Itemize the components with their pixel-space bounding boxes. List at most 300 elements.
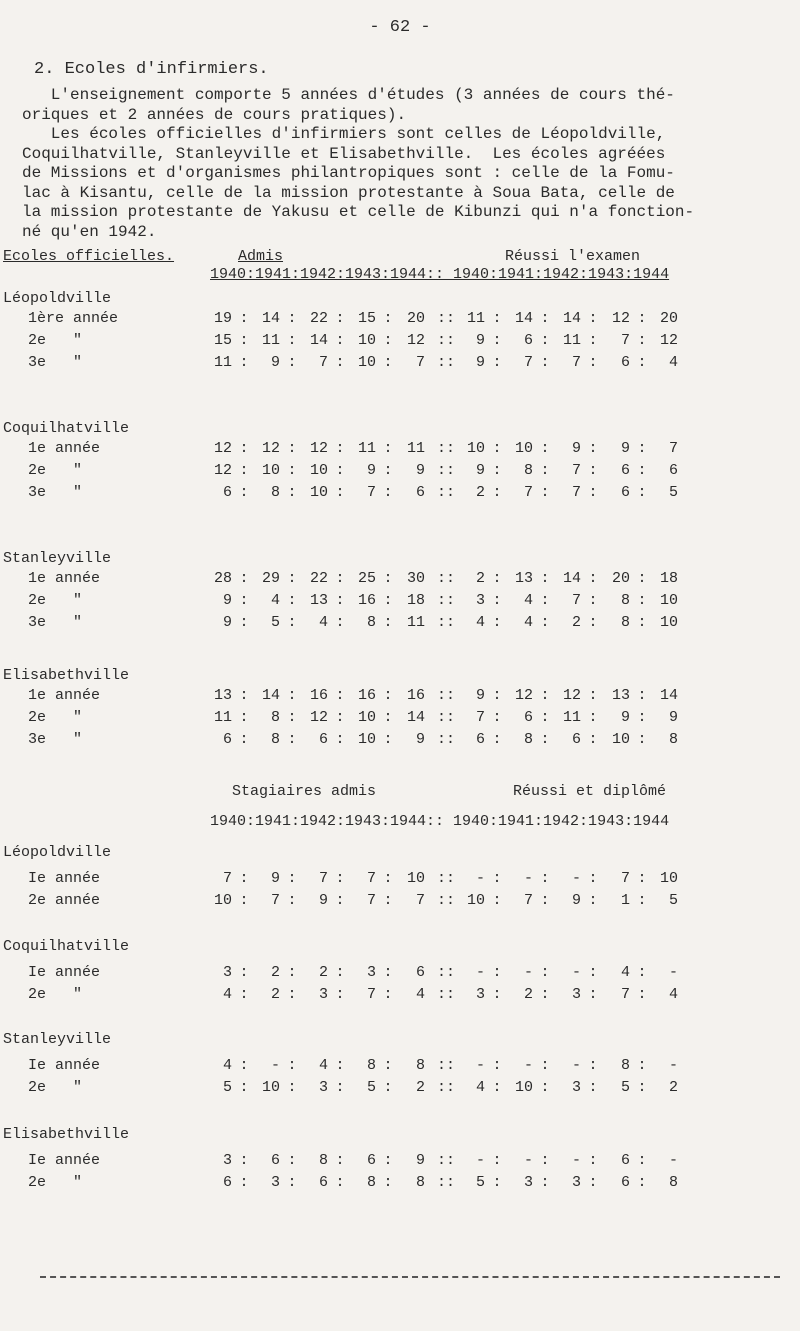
paragraph-line: L'enseignement comporte 5 années d'études (3 années de cours thé- <box>22 86 675 104</box>
table-cell: 7 <box>571 484 581 501</box>
table-cell: 4 <box>222 1057 232 1074</box>
row-label: 2e " <box>28 332 83 349</box>
table-cell: 4 <box>222 986 232 1003</box>
column-separator: : <box>637 1174 647 1191</box>
column-separator: :: <box>437 1057 456 1074</box>
paragraph-line: de Missions et d'organismes philantropiques sont : celle de la Fomu- <box>22 164 675 182</box>
table-row <box>0 440 790 460</box>
column-separator: : <box>335 592 345 609</box>
table-cell: 22 <box>309 310 328 327</box>
column-separator: : <box>239 709 249 726</box>
column-separator: : <box>492 1079 502 1096</box>
column-separator: : <box>588 892 598 909</box>
column-separator: : <box>383 354 393 371</box>
column-separator: : <box>335 731 345 748</box>
table-cell: 7 <box>523 484 533 501</box>
table-cell: 4 <box>475 614 485 631</box>
column-separator: : <box>637 592 647 609</box>
table-cell: 10 <box>659 614 678 631</box>
table-row <box>0 592 790 612</box>
column-separator: : <box>637 570 647 587</box>
table-cell: 6 <box>222 731 232 748</box>
column-separator: : <box>383 614 393 631</box>
column-separator: : <box>335 570 345 587</box>
table-cell: 8 <box>523 731 533 748</box>
column-separator: : <box>637 1057 647 1074</box>
column-separator: : <box>588 570 598 587</box>
table-cell: 15 <box>357 310 376 327</box>
table-cell: 20 <box>406 310 425 327</box>
table-cell: 20 <box>611 570 630 587</box>
table-cell: 10 <box>309 484 328 501</box>
table-cell: 9 <box>222 592 232 609</box>
column-separator: : <box>588 687 598 704</box>
column-separator: : <box>383 964 393 981</box>
column-separator: : <box>637 986 647 1003</box>
table-cell: - <box>270 1057 280 1074</box>
column-separator: : <box>287 1174 297 1191</box>
column-separator: : <box>335 1174 345 1191</box>
column-separator: : <box>287 687 297 704</box>
column-separator: : <box>239 1079 249 1096</box>
table-cell: 14 <box>562 310 581 327</box>
table-cell: 10 <box>659 870 678 887</box>
table-cell: 1 <box>620 892 630 909</box>
table-cell: 7 <box>222 870 232 887</box>
paragraph-line: né qu'en 1942. <box>22 222 157 241</box>
table-cell: 2 <box>475 484 485 501</box>
table-cell: - <box>523 1057 533 1074</box>
column-separator: : <box>383 440 393 457</box>
column-separator: : <box>637 870 647 887</box>
table-row <box>0 332 790 352</box>
column-separator: : <box>287 570 297 587</box>
city-heading: Elisabethville <box>3 667 130 684</box>
column-separator: : <box>335 1079 345 1096</box>
row-label: 2e " <box>28 1079 83 1096</box>
column-separator: : <box>383 892 393 909</box>
column-separator: : <box>383 570 393 587</box>
table-cell: 18 <box>659 570 678 587</box>
column-separator: :: <box>437 731 456 748</box>
column-separator: : <box>287 1079 297 1096</box>
table-cell: 13 <box>514 570 533 587</box>
table-cell: 14 <box>309 332 328 349</box>
table-cell: 20 <box>659 310 678 327</box>
table-cell: 6 <box>620 1174 630 1191</box>
column-separator: : <box>287 484 297 501</box>
table-cell: 4 <box>668 986 678 1003</box>
table-cell: 7 <box>571 354 581 371</box>
column-separator: : <box>492 1152 502 1169</box>
table-cell: - <box>571 870 581 887</box>
column-separator: : <box>287 462 297 479</box>
table-cell: 14 <box>261 687 280 704</box>
table-row <box>0 1057 790 1077</box>
table-cell: 2 <box>475 570 485 587</box>
table-cell: 9 <box>571 440 581 457</box>
table-cell: 10 <box>357 354 376 371</box>
column-separator: : <box>540 986 550 1003</box>
column-separator: : <box>335 310 345 327</box>
column-separator: : <box>335 709 345 726</box>
column-separator: :: <box>437 332 456 349</box>
table-cell: 4 <box>475 1079 485 1096</box>
table-cell: 12 <box>309 709 328 726</box>
row-label: 1e année <box>28 440 101 457</box>
column-separator: : <box>492 986 502 1003</box>
table-cell: - <box>523 1152 533 1169</box>
column-separator: : <box>540 731 550 748</box>
table-cell: 7 <box>366 484 376 501</box>
table-cell: 4 <box>270 592 280 609</box>
table-cell: 10 <box>466 892 485 909</box>
column-separator: : <box>239 570 249 587</box>
row-label: 2e " <box>28 986 83 1003</box>
table-cell: 3 <box>475 986 485 1003</box>
table-cell: 16 <box>309 687 328 704</box>
column-separator: : <box>588 964 598 981</box>
row-label: 2e " <box>28 462 83 479</box>
table-cell: 2 <box>318 964 328 981</box>
table-cell: 2 <box>523 986 533 1003</box>
table-cell: - <box>571 964 581 981</box>
table-cell: 29 <box>261 570 280 587</box>
row-label: 2e " <box>28 592 83 609</box>
table-cell: 9 <box>475 462 485 479</box>
table-cell: 11 <box>406 614 425 631</box>
column-separator: : <box>239 1057 249 1074</box>
paragraph-line: Coquilhatville, Stanleyville et Elisabethville. Les écoles agréées <box>22 144 666 163</box>
table-cell: 10 <box>514 440 533 457</box>
column-separator: : <box>588 462 598 479</box>
table-cell: 6 <box>318 1174 328 1191</box>
table-cell: 9 <box>366 462 376 479</box>
table-cell: 4 <box>318 1057 328 1074</box>
table-cell: 28 <box>213 570 232 587</box>
column-separator: : <box>335 614 345 631</box>
table-cell: 3 <box>222 964 232 981</box>
column-separator: : <box>492 332 502 349</box>
column-separator: : <box>239 332 249 349</box>
table-row <box>0 614 790 634</box>
table-cell: 5 <box>475 1174 485 1191</box>
column-separator: : <box>492 892 502 909</box>
table-cell: 8 <box>668 731 678 748</box>
table-cell: 3 <box>318 986 328 1003</box>
table-row <box>0 986 790 1006</box>
table-row <box>0 354 790 374</box>
column-separator: : <box>540 1152 550 1169</box>
table-cell: 12 <box>659 332 678 349</box>
column-separator: : <box>637 1079 647 1096</box>
column-separator: :: <box>437 986 456 1003</box>
column-separator: : <box>287 1057 297 1074</box>
column-separator: : <box>492 614 502 631</box>
column-separator: : <box>588 1152 598 1169</box>
table-row <box>0 1174 790 1194</box>
table-cell: 11 <box>466 310 485 327</box>
column-separator: : <box>287 440 297 457</box>
table-cell: 7 <box>571 592 581 609</box>
table-cell: 8 <box>668 1174 678 1191</box>
table-cell: 12 <box>213 462 232 479</box>
table-cell: 2 <box>270 964 280 981</box>
column-separator: : <box>335 462 345 479</box>
table-cell: 9 <box>475 687 485 704</box>
table-cell: 12 <box>406 332 425 349</box>
table-row <box>0 964 790 984</box>
column-separator: : <box>637 892 647 909</box>
table-cell: 7 <box>668 440 678 457</box>
column-separator: : <box>540 892 550 909</box>
column-separator: : <box>588 1057 598 1074</box>
table-cell: 14 <box>261 310 280 327</box>
column-separator: : <box>383 332 393 349</box>
table-cell: 10 <box>514 1079 533 1096</box>
table-cell: 9 <box>222 614 232 631</box>
table-cell: 7 <box>366 870 376 887</box>
table-cell: 7 <box>523 354 533 371</box>
table-cell: 6 <box>620 484 630 501</box>
table-cell: 7 <box>318 354 328 371</box>
table-cell: 11 <box>213 709 232 726</box>
table-cell: - <box>571 1057 581 1074</box>
table-cell: 6 <box>222 1174 232 1191</box>
table-cell: 3 <box>475 592 485 609</box>
table-cell: 11 <box>562 709 581 726</box>
table-cell: 10 <box>357 731 376 748</box>
column-separator: : <box>540 354 550 371</box>
column-separator: :: <box>437 570 456 587</box>
table-cell: 6 <box>523 709 533 726</box>
column-separator: : <box>335 1152 345 1169</box>
row-label: Ie année <box>28 1057 101 1074</box>
table-cell: 4 <box>415 986 425 1003</box>
column-separator: :: <box>437 440 456 457</box>
table-cell: 19 <box>213 310 232 327</box>
table-cell: - <box>475 1152 485 1169</box>
row-label: 1e année <box>28 570 101 587</box>
column-separator: : <box>239 440 249 457</box>
bottom-rule <box>40 1276 780 1278</box>
column-separator: :: <box>437 484 456 501</box>
column-separator: : <box>540 462 550 479</box>
table-cell: 8 <box>270 484 280 501</box>
column-separator: : <box>540 1174 550 1191</box>
column-separator: : <box>637 484 647 501</box>
row-label: 3e " <box>28 484 83 501</box>
table-cell: 7 <box>620 332 630 349</box>
table-cell: 8 <box>620 614 630 631</box>
table-cell: 4 <box>523 614 533 631</box>
table-cell: 7 <box>620 986 630 1003</box>
table-cell: 3 <box>571 1079 581 1096</box>
column-separator: :: <box>437 1174 456 1191</box>
table-cell: 3 <box>571 986 581 1003</box>
table1-year-header: 1940:1941:1942:1943:1944:: 1940:1941:1942:1943:1944 <box>210 266 670 283</box>
column-separator: : <box>588 484 598 501</box>
column-separator: : <box>540 592 550 609</box>
table-cell: 10 <box>213 892 232 909</box>
table-cell: 7 <box>415 892 425 909</box>
column-separator: : <box>335 964 345 981</box>
column-separator: : <box>287 731 297 748</box>
column-separator: : <box>492 964 502 981</box>
table-cell: 12 <box>611 310 630 327</box>
column-separator: : <box>383 1057 393 1074</box>
row-label: 3e " <box>28 614 83 631</box>
table-cell: 6 <box>620 462 630 479</box>
column-separator: : <box>287 892 297 909</box>
table-cell: 14 <box>562 570 581 587</box>
column-separator: : <box>588 986 598 1003</box>
column-separator: : <box>540 570 550 587</box>
table1-group-right: Réussi l'examen <box>505 248 641 265</box>
table-cell: 5 <box>620 1079 630 1096</box>
table-cell: 13 <box>213 687 232 704</box>
table-cell: 8 <box>318 1152 328 1169</box>
city-heading: Stanleyville <box>3 550 112 567</box>
column-separator: : <box>383 592 393 609</box>
column-separator: : <box>239 462 249 479</box>
column-separator: :: <box>437 709 456 726</box>
column-separator: : <box>588 870 598 887</box>
table-cell: 8 <box>366 1174 376 1191</box>
table-cell: 8 <box>366 614 376 631</box>
table-cell: 8 <box>366 1057 376 1074</box>
table-cell: 6 <box>523 332 533 349</box>
table-cell: 5 <box>366 1079 376 1096</box>
table-cell: - <box>523 870 533 887</box>
table-cell: - <box>523 964 533 981</box>
table-cell: 4 <box>318 614 328 631</box>
section-title: 2. Ecoles d'infirmiers. <box>34 60 269 79</box>
table-cell: 6 <box>620 354 630 371</box>
paragraph-line: oriques et 2 années de cours pratiques). <box>22 105 407 124</box>
table-cell: 6 <box>475 731 485 748</box>
column-separator: : <box>588 332 598 349</box>
column-separator: : <box>383 1152 393 1169</box>
table-cell: 9 <box>620 709 630 726</box>
table-cell: 11 <box>213 354 232 371</box>
table-cell: 8 <box>415 1174 425 1191</box>
intro-paragraph <box>22 86 794 242</box>
column-separator: : <box>239 592 249 609</box>
table-cell: - <box>475 964 485 981</box>
row-label: 1e année <box>28 687 101 704</box>
column-separator: : <box>335 687 345 704</box>
table-cell: 4 <box>523 592 533 609</box>
table-cell: 16 <box>357 687 376 704</box>
table-cell: 8 <box>523 462 533 479</box>
city-heading: Léopoldville <box>3 844 112 861</box>
column-separator: :: <box>437 310 456 327</box>
table-cell: 10 <box>261 1079 280 1096</box>
table-cell: - <box>475 1057 485 1074</box>
table-cell: 7 <box>270 892 280 909</box>
column-separator: : <box>239 986 249 1003</box>
table-cell: 7 <box>523 892 533 909</box>
table-cell: 3 <box>222 1152 232 1169</box>
table-cell: 18 <box>406 592 425 609</box>
table-cell: 7 <box>620 870 630 887</box>
column-separator: : <box>540 1079 550 1096</box>
table-cell: 6 <box>222 484 232 501</box>
column-separator: : <box>540 964 550 981</box>
table-cell: 3 <box>318 1079 328 1096</box>
table-cell: 15 <box>213 332 232 349</box>
table-cell: - <box>475 870 485 887</box>
row-label: 3e " <box>28 731 83 748</box>
table-row <box>0 462 790 482</box>
column-separator: : <box>287 332 297 349</box>
table-cell: 8 <box>270 731 280 748</box>
column-separator: :: <box>437 354 456 371</box>
table1-caption: Ecoles officielles. <box>3 248 175 265</box>
column-separator: : <box>383 870 393 887</box>
column-separator: : <box>287 964 297 981</box>
column-separator: : <box>540 332 550 349</box>
row-label: 2e année <box>28 892 101 909</box>
column-separator: : <box>637 614 647 631</box>
column-separator: : <box>588 709 598 726</box>
column-separator: : <box>492 570 502 587</box>
paragraph-line: Les écoles officielles d'infirmiers sont celles de Léopoldville, <box>22 125 666 143</box>
table-cell: 3 <box>571 1174 581 1191</box>
table-cell: 9 <box>270 354 280 371</box>
table-row <box>0 687 790 707</box>
column-separator: : <box>239 1174 249 1191</box>
city-heading: Stanleyville <box>3 1031 112 1048</box>
column-separator: : <box>492 310 502 327</box>
table-cell: 8 <box>620 592 630 609</box>
column-separator: :: <box>437 614 456 631</box>
column-separator: : <box>588 1079 598 1096</box>
row-label: 1ère année <box>28 310 119 327</box>
table-cell: 13 <box>309 592 328 609</box>
column-separator: :: <box>437 892 456 909</box>
table-cell: 6 <box>270 1152 280 1169</box>
column-separator: : <box>287 354 297 371</box>
column-separator: : <box>637 310 647 327</box>
column-separator: : <box>239 614 249 631</box>
column-separator: : <box>335 354 345 371</box>
column-separator: : <box>287 1152 297 1169</box>
table-cell: 12 <box>309 440 328 457</box>
table-cell: 8 <box>415 1057 425 1074</box>
city-heading: Elisabethville <box>3 1126 130 1143</box>
column-separator: :: <box>437 870 456 887</box>
table-cell: 2 <box>668 1079 678 1096</box>
column-separator: : <box>287 592 297 609</box>
table-cell: 7 <box>318 870 328 887</box>
column-separator: :: <box>437 1152 456 1169</box>
table-row <box>0 731 790 751</box>
table-cell: 9 <box>571 892 581 909</box>
column-separator: : <box>492 731 502 748</box>
table-cell: 7 <box>366 892 376 909</box>
column-separator: : <box>588 592 598 609</box>
column-separator: : <box>239 354 249 371</box>
city-heading: Coquilhatville <box>3 420 130 437</box>
column-separator: : <box>383 1174 393 1191</box>
column-separator: : <box>287 709 297 726</box>
column-separator: : <box>637 1152 647 1169</box>
column-separator: :: <box>437 462 456 479</box>
column-separator: : <box>540 484 550 501</box>
column-separator: : <box>239 731 249 748</box>
